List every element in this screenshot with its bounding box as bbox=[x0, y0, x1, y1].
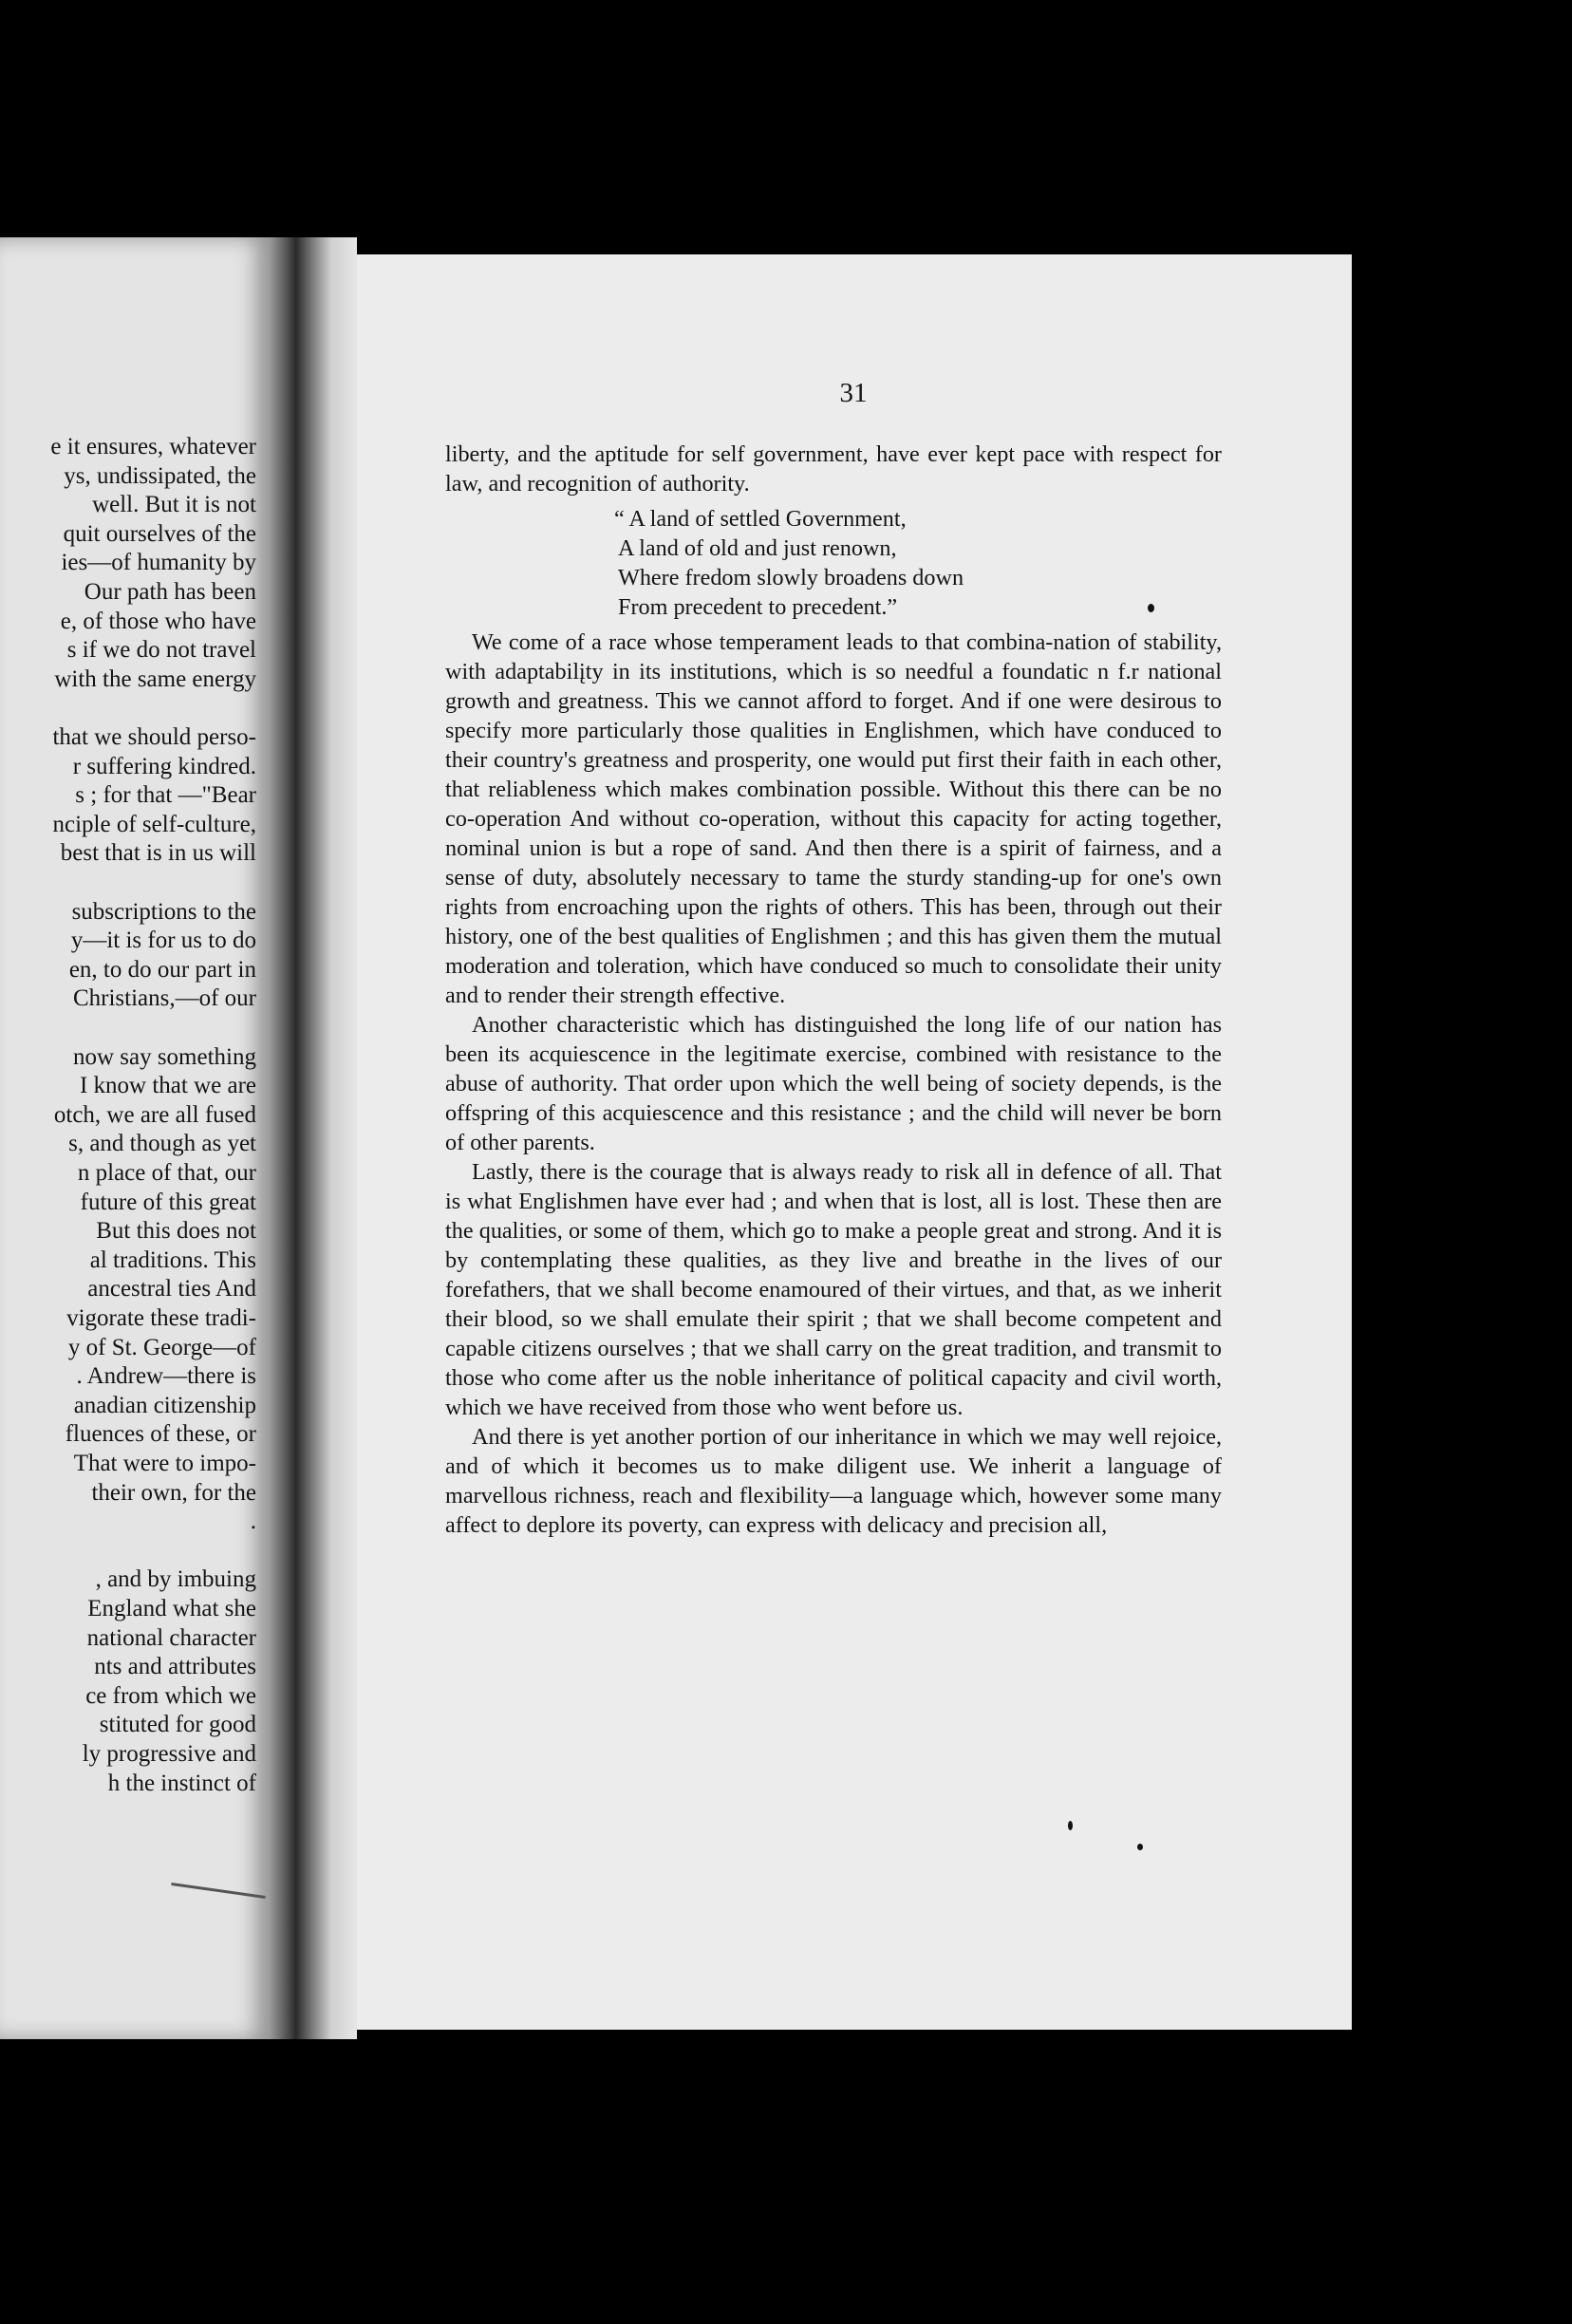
left-page-line: vigorate these tradi- bbox=[66, 1305, 256, 1331]
left-page-line: ies—of humanity by bbox=[61, 550, 256, 576]
left-page-line: al traditions. This bbox=[89, 1246, 256, 1273]
left-page-line: r suffering kindred. bbox=[72, 753, 256, 779]
left-page-line: . bbox=[250, 1509, 256, 1535]
page-number: 31 bbox=[839, 378, 868, 408]
ink-speck bbox=[1137, 1844, 1143, 1850]
left-page-line: England what she bbox=[87, 1596, 256, 1621]
verse-line: Where fredom slowly broadens down bbox=[618, 565, 964, 590]
verse-quotation bbox=[614, 504, 1222, 622]
left-page-line: ly progressive and bbox=[82, 1741, 256, 1767]
left-page-line: ce from which we bbox=[85, 1682, 256, 1709]
paragraph: Lastly, there is the courage that is always ready to risk all in defence of all. That is what Englishmen have ever had ; and when that is lost, all is lost. These then are the qualities, or some of them, which go to make a people great and strong. And it is by contemplating these qualities, as they live and breathe in the lives of our forefathers, that we shall become enamoured of their virtues, and that, as we inherit their blood, so we shall emulate their spirit ; that we shall become competent and capable citizens ourselves ; that we shall carry on the great tradition, and transmit to those who come after us the noble inheritance of political capacity and civil worth, which we have received from those who went before us. bbox=[445, 1159, 1222, 1420]
left-page-line: Christians,—of our bbox=[72, 985, 256, 1012]
left-page-line: now say something bbox=[72, 1043, 256, 1070]
left-page-line: their own, for the bbox=[91, 1479, 256, 1506]
left-page-line: h the instinct of bbox=[107, 1770, 256, 1796]
left-page-line: fluences of these, or bbox=[65, 1421, 256, 1448]
left-page-line: future of this great bbox=[80, 1189, 256, 1215]
left-page-line: s if we do not travel bbox=[66, 637, 256, 664]
left-page-line: subscriptions to the bbox=[71, 898, 256, 925]
opening-paragraph: liberty, and the aptitude for self government, have ever kept pace with respect for law, and recognition of authority. bbox=[445, 441, 1222, 497]
left-page-line: y of St. George—of bbox=[67, 1334, 256, 1360]
left-page-line: I know that we are bbox=[79, 1073, 256, 1099]
left-page-line: quit ourselves of the bbox=[63, 520, 256, 547]
ink-speck bbox=[1068, 1821, 1073, 1830]
left-page-line: But this does not bbox=[96, 1218, 256, 1245]
left-page-line: otch, we are all fused bbox=[53, 1101, 256, 1128]
left-page-line: stituted for good bbox=[99, 1712, 256, 1738]
left-page-line: Our path has been bbox=[84, 579, 256, 605]
left-page-line: nciple of self-culture, bbox=[52, 811, 256, 837]
book-gutter bbox=[270, 237, 357, 2039]
verse-line: From precedent to precedent.” bbox=[618, 594, 898, 620]
paragraph: And there is yet another portion of our inheritance in which we may well rejoice, and of which it becomes us to make diligent use. We inherit a language of marvellous richness, reach and flexibility—a language which, however some many affect to deplore its poverty, can express with delicacy and precision all, bbox=[445, 1424, 1222, 1538]
left-page-line: en, to do our part in bbox=[68, 956, 256, 983]
left-page-line: y—it is for us to do bbox=[70, 928, 256, 954]
paragraph: Another characteristic which has distinguished the long life of our nation has been its acquiescence in the legitimate exercise, combined with resistance to the abuse of authority. That order upon which the well being of society depends, is the offspring of this acquiescence and this resistance ; and the child will never be born of other parents. bbox=[445, 1012, 1222, 1155]
left-page-line: s ; for that —"Bear bbox=[75, 782, 256, 809]
left-page-line: nts and attributes bbox=[94, 1654, 256, 1680]
left-page-line: That were to impo- bbox=[73, 1451, 256, 1476]
ink-speck bbox=[1148, 604, 1154, 612]
left-page-line: e, of those who have bbox=[60, 608, 256, 634]
paragraph: We come of a race whose temperament leads to that combina-nation of stability, with adaptabilįty in its institutions, which is so needful a foundatic n f.r national growth and greatness. This we cannot afford to forget. And if one were desirous to specify more particularly those qualities in Englishmen, which have conduced to their country's greatness and prosperity, one would put first their faith in each other, that reliableness which makes combination possible. Without this there can be no co-operation And without co-operation, without this capacity for acting together, nominal union is but a rope of sand. And then there is a spirit of fairness, and a sense of duty, absolutely necessary to tame the sturdy standing-up for one's own rights from encroaching upon the rights of others. This has been, through out their history, one of the best qualities of Englishmen ; and this has given them the mutual moderation and toleration, which have conduced so much to consolidate their unity and to render their strength effective. bbox=[445, 629, 1222, 1008]
left-page-line: . Andrew—there is bbox=[76, 1363, 256, 1390]
left-page-line: national character bbox=[86, 1624, 256, 1651]
left-page-line: that we should perso- bbox=[52, 724, 256, 750]
verse-line: “ A land of settled Government, bbox=[614, 506, 907, 532]
left-page-line: s, and though as yet bbox=[68, 1131, 256, 1157]
left-page-line: well. But it is not bbox=[92, 492, 256, 518]
left-page-line: ancestral ties And bbox=[87, 1276, 256, 1303]
page-body bbox=[445, 440, 1222, 1540]
left-page-line: n place of that, our bbox=[77, 1160, 256, 1186]
left-page-line: best that is in us will bbox=[60, 840, 256, 867]
right-page bbox=[357, 254, 1352, 2030]
left-page-line: anadian citizenship bbox=[73, 1392, 256, 1418]
left-page-line: , and by imbuing bbox=[95, 1566, 256, 1593]
verse-line: A land of old and just renown, bbox=[618, 535, 897, 561]
left-page-line: ys, undissipated, the bbox=[64, 462, 256, 489]
left-page-line: with the same energy bbox=[54, 665, 256, 692]
left-page-line: e it ensures, whatever bbox=[50, 434, 256, 459]
left-page bbox=[0, 237, 270, 2039]
